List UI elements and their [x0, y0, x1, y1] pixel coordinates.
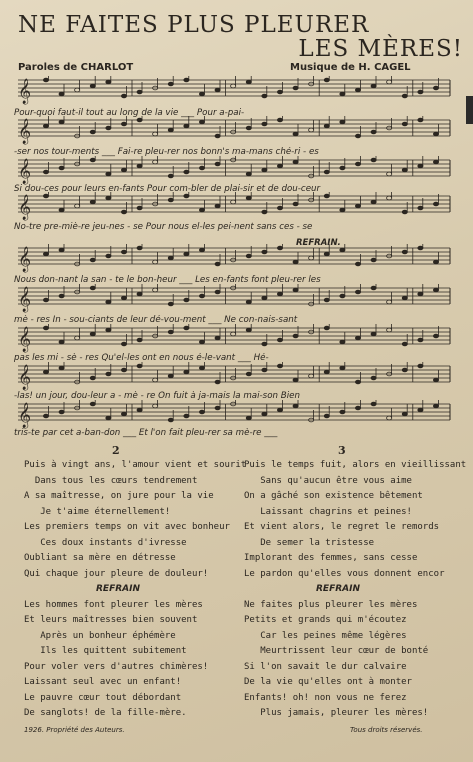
verse-right — [244, 458, 466, 722]
composer-credit: Musique de H. CAGEL — [290, 62, 411, 73]
verse-line: Oubliant sa mère en détresse — [24, 553, 176, 563]
svg-text:𝄞: 𝄞 — [18, 247, 32, 272]
lyric-line: -las! un jour, dou-leur a - mè - re On fuit à ja-mais la mai-son Bien — [14, 391, 301, 401]
svg-text:𝄞: 𝄞 — [18, 327, 32, 352]
verse-line: On a gâché son existence bêtement — [244, 491, 423, 501]
rights-note: Tous droits réservés. — [350, 726, 423, 734]
refrain-line: Petits et grands qui m'écoutez — [244, 615, 407, 625]
verse-line: Et vient alors, le regret le remords — [244, 522, 440, 532]
verse-line: Je t'aime éternellement! — [24, 506, 171, 517]
lyric-line: Pour-quoi faut-il tout au long de la vie ___ Pour a-pai- — [14, 108, 245, 118]
refrain-line: Après un bonheur éphémère — [24, 630, 176, 641]
binder-tab — [466, 96, 473, 124]
verse-line: Puis à vingt ans, l'amour vient et sourit — [24, 460, 247, 470]
refrain-label: REFRAIN — [316, 584, 361, 594]
refrain-line: Enfants! oh! non vous ne ferez — [244, 692, 407, 703]
verse-line: Puis le temps fuit, alors en vieillissant — [244, 460, 467, 470]
refrain-line: Meurtrissent leur cœur de bonté — [244, 646, 429, 656]
refrain-line: Et leurs maîtresses bien souvent — [24, 615, 198, 625]
svg-text:𝄞: 𝄞 — [18, 365, 32, 390]
verse-line: Le pardon qu'elles vous donnent encor — [244, 568, 445, 579]
song-title-line2: LES MÈRES! — [298, 36, 463, 62]
verse-left — [24, 458, 246, 722]
verse-number-right: 3 — [338, 444, 346, 457]
svg-text:𝄞: 𝄞 — [18, 287, 32, 312]
lyric-line: Si dou-ces pour leurs en-fants Pour com-bler de plai-sir et de dou-ceur — [14, 184, 321, 194]
svg-text:𝄞: 𝄞 — [18, 119, 32, 144]
verse-line: Implorant des femmes, sans cesse — [244, 553, 418, 563]
lyric-line: -ser nos tour-ments ___ Fai-re pleu-rer nos bonn's ma-mans ché-ri - es — [14, 147, 319, 157]
song-title-line1: NE FAITES PLUS PLEURER — [18, 12, 370, 38]
verse-line: A sa maîtresse, on jure pour la vie — [24, 491, 214, 501]
verse-line: Dans tous les cœurs tendrement — [24, 475, 198, 486]
refrain-line: Car les peines même légères — [244, 630, 407, 641]
refrain-line: Les hommes font pleurer les mères — [24, 599, 203, 610]
refrain-line: Plus jamais, pleurer les mères! — [244, 708, 429, 718]
svg-text:𝄞: 𝄞 — [18, 159, 32, 184]
svg-text:𝄞: 𝄞 — [18, 79, 32, 104]
refrain-line: De sanglots! de la fille-mère. — [24, 708, 187, 718]
verse-line: Ces doux instants d'ivresse — [24, 537, 187, 548]
verse-line: Qui chaque jour pleure de douleur! — [24, 568, 209, 579]
svg-text:𝄞: 𝄞 — [18, 195, 32, 220]
lyric-line: pas les mi - sè - res Qu'el-les ont en nous é-le-vant ___ Hé- — [14, 353, 269, 363]
verse-line: De semer la tristesse — [244, 537, 375, 548]
refrain-line: De la vie qu'elles ont à monter — [244, 677, 412, 687]
svg-text:𝄞: 𝄞 — [18, 403, 32, 428]
refrain-line: Le pauvre cœur tout débordant — [24, 692, 182, 703]
verse-line: Sans qu'aucun être vous aime — [244, 475, 412, 486]
refrain-label: REFRAIN — [96, 584, 141, 594]
refrain-line: Laissant seul avec un enfant! — [24, 677, 182, 687]
lyric-line: tris-te par cet a-ban-don ___ Et l'on fait pleu-rer sa mè-re ___ — [14, 428, 278, 438]
verse-line: Les premiers temps on vit avec bonheur — [24, 522, 230, 532]
lyric-line: Nous don-nant la san - te le bon-heur ___ Les en-fants font pleu-rer les — [14, 275, 321, 285]
lyricist-credit: Paroles de CHARLOT — [18, 62, 134, 73]
verse-line: Laissant chagrins et peines! — [244, 506, 412, 517]
refrain-line: Si l'on savait le dur calvaire — [244, 661, 407, 672]
copyright-note: 1926. Propriété des Auteurs. — [24, 726, 125, 734]
refrain-line: Pour voler vers d'autres chimères! — [24, 661, 209, 672]
lyric-line: mè - res In - sou-ciants de leur dé-vou-ment ___ Ne con-nais-sant — [14, 315, 298, 325]
refrain-line: Ne faites plus pleurer les mères — [244, 599, 418, 610]
refrain-line: Ils les quittent subitement — [24, 646, 187, 656]
lyric-line: No-tre pre-miè-re jeu-nes - se Pour nous el-les pei-nent sans ces - se — [14, 222, 313, 232]
refrain-marking: REFRAIN. — [296, 238, 341, 248]
verse-number-left: 2 — [112, 444, 120, 457]
